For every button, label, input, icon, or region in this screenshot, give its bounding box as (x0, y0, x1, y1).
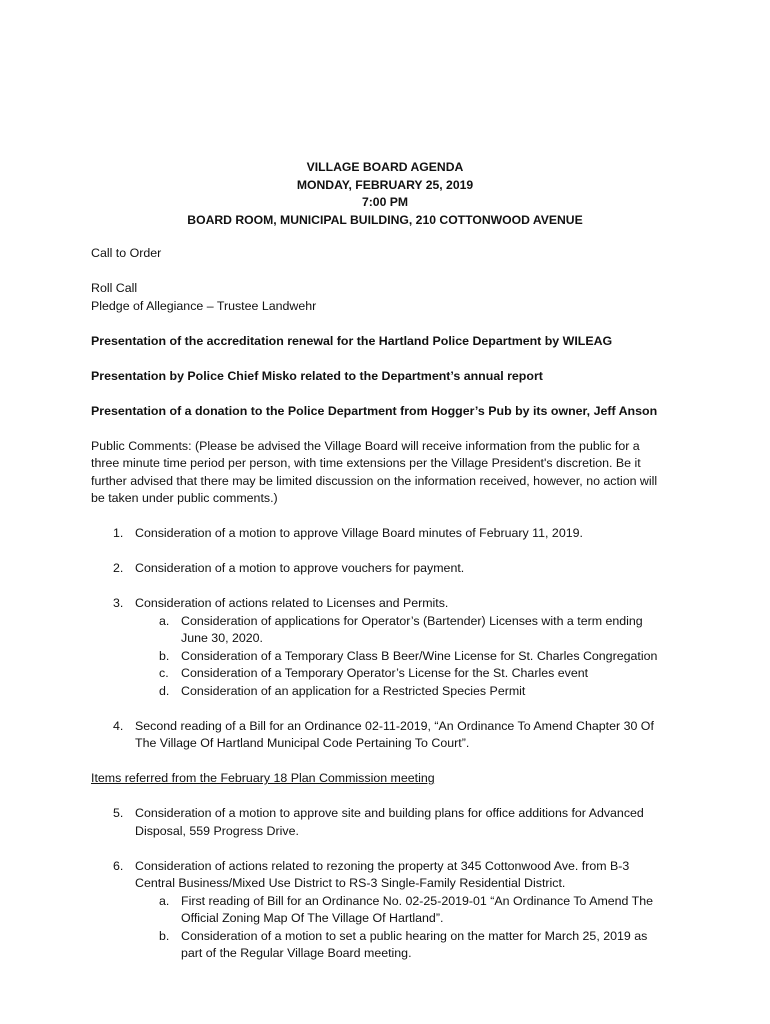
sub-item (135, 648, 671, 666)
agenda-body (91, 245, 671, 963)
sub-item-text: Consideration of a motion to set a public hearing on the matter for March 25, 2019 as part of the Regular Village Board meeting. (181, 928, 648, 960)
sub-item-text: Consideration of a Temporary Operator’s License for the St. Charles event (181, 666, 589, 680)
agenda-item (91, 560, 671, 578)
item-text: Consideration of a motion to approve Village Board minutes of February 11, 2019. (135, 526, 583, 540)
sub-item (135, 613, 671, 648)
sub-item-letter: d. (159, 683, 170, 698)
item-number: 4. (113, 718, 124, 733)
agenda-title: VILLAGE BOARD AGENDA (306, 160, 464, 174)
presentation-item: Presentation by Police Chief Misko related to the Department’s annual report (91, 368, 543, 383)
sub-item (135, 928, 671, 963)
agenda-item (91, 525, 671, 543)
sub-items-list (135, 613, 671, 701)
agenda-header (0, 159, 770, 229)
agenda-items-list (91, 525, 671, 753)
roll-call: Roll Call (91, 281, 138, 295)
sub-item-text: Consideration of an application for a Restricted Species Permit (181, 683, 526, 698)
sub-item-text: First reading of Bill for an Ordinance No. 02-25-2019-01 “An Ordinance To Amend The Official Zoning Map Of The Village Of Hartland”. (181, 893, 654, 925)
sub-item-letter: b. (159, 928, 170, 943)
section-heading: Items referred from the February 18 Plan Commission meeting (91, 771, 435, 785)
agenda-item (91, 805, 671, 840)
item-number: 3. (113, 596, 124, 610)
presentation-item: Presentation of a donation to the Police Department from Hogger’s Pub by its owner, Jeff Anson (91, 403, 658, 418)
sub-items-list (135, 893, 671, 963)
sub-item (135, 683, 671, 701)
item-text: Consideration of a motion to approve vouchers for payment. (135, 561, 465, 575)
call-to-order: Call to Order (91, 246, 162, 260)
meeting-location: BOARD ROOM, MUNICIPAL BUILDING, 210 COTTONWOOD AVENUE (187, 212, 583, 227)
sub-item-letter: b. (159, 648, 170, 663)
item-text: Second reading of a Bill for an Ordinance 02-11-2019, “An Ordinance To Amend Chapter 30 Of The Village Of Hartland Municipal Code Pertaining To Court”. (135, 718, 654, 750)
sub-item-text: Consideration of a Temporary Class B Beer/Wine License for St. Charles Congregation (181, 648, 658, 663)
item-text: Consideration of a motion to approve site and building plans for office additions for Advanced Disposal, 559 Progress Drive. (135, 806, 644, 838)
agenda-item (91, 858, 671, 963)
pledge-of-allegiance: Pledge of Allegiance – Trustee Landwehr (91, 298, 317, 313)
sub-item-letter: a. (159, 893, 170, 908)
item-number: 6. (113, 858, 124, 873)
sub-item-letter: a. (159, 613, 170, 628)
item-text: Consideration of actions related to Licenses and Permits. (135, 596, 449, 610)
item-number: 2. (113, 561, 124, 575)
item-number: 1. (113, 526, 124, 540)
sub-item-text: Consideration of applications for Operator’s (Bartender) Licenses with a term ending June 30, 2020. (181, 613, 643, 645)
sub-item-letter: c. (159, 666, 169, 680)
sub-item (135, 893, 671, 928)
presentation-item: Presentation of the accreditation renewal for the Hartland Police Department by WILEAG (91, 333, 613, 348)
item-number: 5. (113, 806, 124, 820)
item-text: Consideration of actions related to rezoning the property at 345 Cottonwood Ave. from B-3 Central Business/Mixed Use District to RS-3 Single-Family Residential District. (135, 858, 630, 890)
plan-commission-items-list (91, 805, 671, 963)
agenda-item (91, 595, 671, 700)
sub-item (135, 665, 671, 683)
meeting-date: MONDAY, FEBRUARY 25, 2019 (296, 177, 474, 192)
agenda-item (91, 718, 671, 753)
public-comments: Public Comments: (Please be advised the Village Board will receive information from the public for a three minute time period per person, with time extensions per the Village President's discretion. Be it further advised that there may be limited discussion on the information received, however, no action will be taken under public comments.) (91, 438, 658, 505)
meeting-time: 7:00 PM (361, 195, 409, 209)
